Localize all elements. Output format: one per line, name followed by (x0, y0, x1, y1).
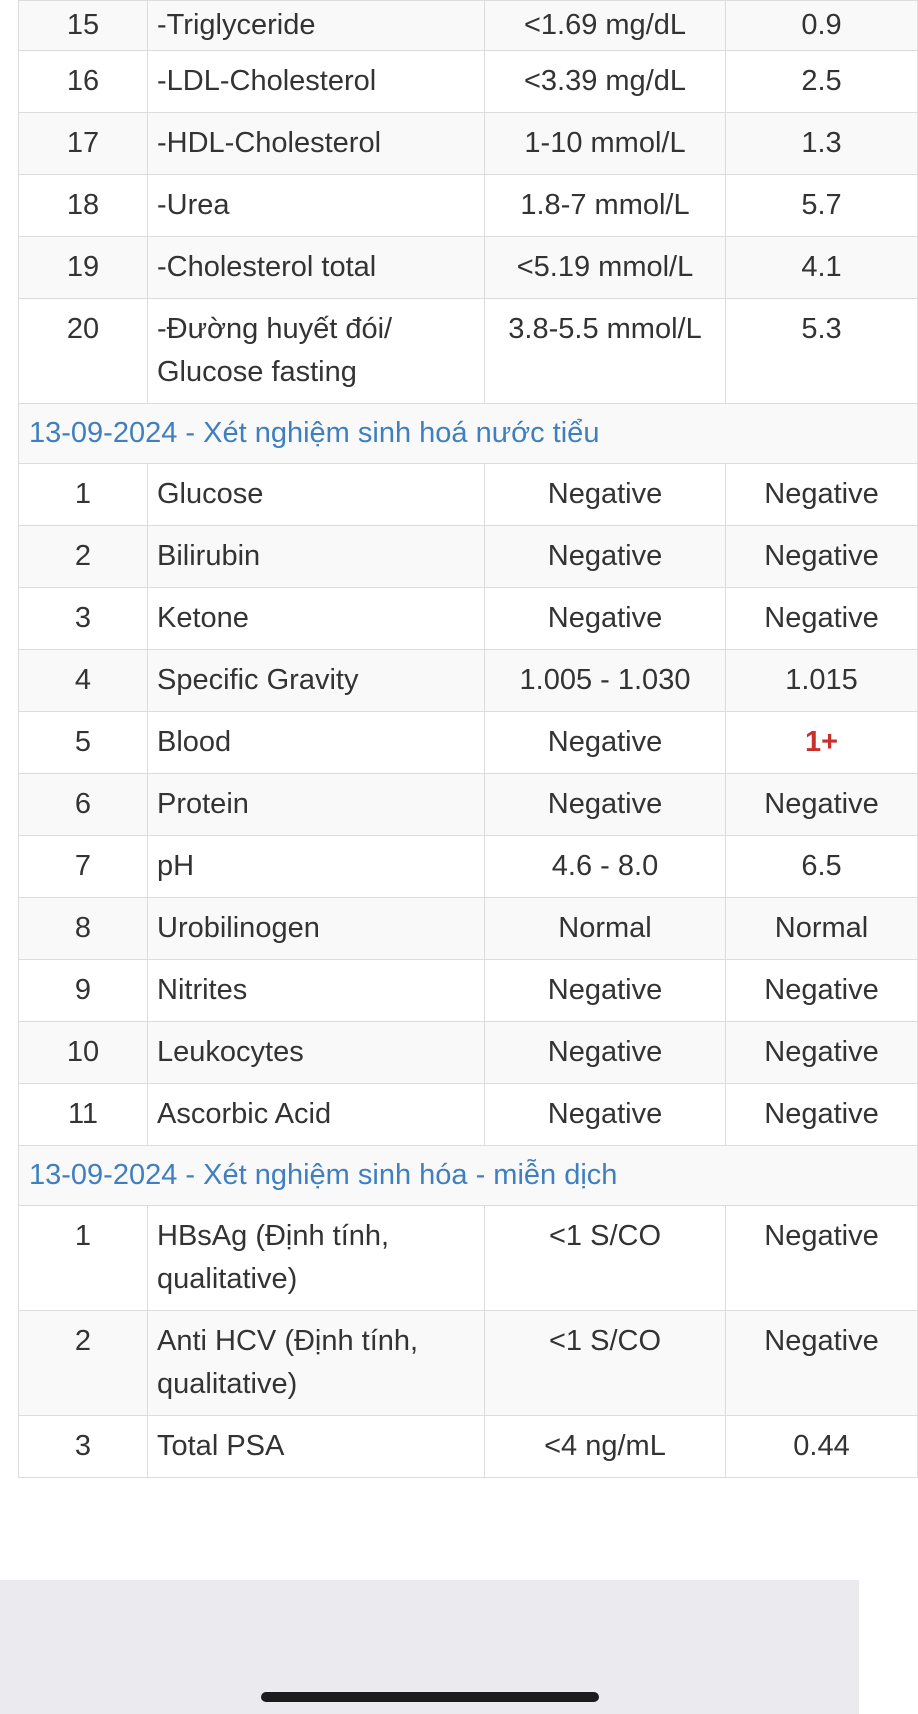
section-header-immuno (19, 1146, 918, 1206)
result-value: 0.44 (726, 1416, 918, 1478)
test-name: pH (148, 836, 485, 898)
result-value: Negative (726, 1084, 918, 1146)
result-value: Negative (726, 774, 918, 836)
row-number: 3 (19, 588, 148, 650)
reference-range: Negative (485, 960, 726, 1022)
row-number: 4 (19, 650, 148, 712)
test-name: -Urea (148, 175, 485, 237)
table-row (19, 774, 918, 836)
table-row (19, 836, 918, 898)
test-name: HBsAg (Định tính, qualitative) (148, 1206, 485, 1311)
test-name: Bilirubin (148, 526, 485, 588)
abnormal-result-value: 1+ (726, 712, 918, 774)
result-value: Negative (726, 1022, 918, 1084)
result-value: Negative (726, 1206, 918, 1311)
section-title: 13-09-2024 - Xét nghiệm sinh hoá nước tiểu (19, 404, 918, 464)
reference-range: Negative (485, 1022, 726, 1084)
reference-range: Negative (485, 712, 726, 774)
row-number: 17 (19, 113, 148, 175)
reference-range: Negative (485, 464, 726, 526)
section-title: 13-09-2024 - Xét nghiệm sinh hóa - miễn dịch (19, 1146, 918, 1206)
table-row (19, 898, 918, 960)
reference-range: Normal (485, 898, 726, 960)
test-name: Glucose (148, 464, 485, 526)
reference-range: Negative (485, 526, 726, 588)
section-header-urine (19, 404, 918, 464)
test-name: Ketone (148, 588, 485, 650)
row-number: 6 (19, 774, 148, 836)
reference-range: Negative (485, 774, 726, 836)
row-number: 8 (19, 898, 148, 960)
row-number: 16 (19, 51, 148, 113)
result-value: Negative (726, 1311, 918, 1416)
test-name: Leukocytes (148, 1022, 485, 1084)
lab-results-table (18, 0, 918, 1478)
test-name: Urobilinogen (148, 898, 485, 960)
test-name: Ascorbic Acid (148, 1084, 485, 1146)
table-row (19, 650, 918, 712)
reference-range: 1.8-7 mmol/L (485, 175, 726, 237)
row-number: 11 (19, 1084, 148, 1146)
test-name: Total PSA (148, 1416, 485, 1478)
result-value: Negative (726, 464, 918, 526)
result-value: 2.5 (726, 51, 918, 113)
table-row (19, 1022, 918, 1084)
table-row (19, 1, 918, 51)
table-row (19, 464, 918, 526)
result-value: 4.1 (726, 237, 918, 299)
reference-range: <5.19 mmol/L (485, 237, 726, 299)
reference-range: <3.39 mg/dL (485, 51, 726, 113)
reference-range: <1 S/CO (485, 1206, 726, 1311)
result-value: 1.3 (726, 113, 918, 175)
test-name: Blood (148, 712, 485, 774)
row-number: 2 (19, 1311, 148, 1416)
test-name: Protein (148, 774, 485, 836)
row-number: 1 (19, 1206, 148, 1311)
table-row (19, 526, 918, 588)
row-number: 18 (19, 175, 148, 237)
table-row (19, 1416, 918, 1478)
reference-range: 1.005 - 1.030 (485, 650, 726, 712)
reference-range: Negative (485, 1084, 726, 1146)
row-number: 9 (19, 960, 148, 1022)
table-row (19, 1206, 918, 1311)
table-row (19, 51, 918, 113)
table-row (19, 588, 918, 650)
table-row (19, 237, 918, 299)
table-row (19, 960, 918, 1022)
row-number: 3 (19, 1416, 148, 1478)
result-value: 0.9 (726, 1, 918, 51)
test-name: Nitrites (148, 960, 485, 1022)
row-number: 10 (19, 1022, 148, 1084)
table-row (19, 1084, 918, 1146)
table-row (19, 1311, 918, 1416)
reference-range: <1 S/CO (485, 1311, 726, 1416)
table-row (19, 299, 918, 404)
row-number: 15 (19, 1, 148, 51)
test-name: -HDL-Cholesterol (148, 113, 485, 175)
result-value: Normal (726, 898, 918, 960)
result-value: Negative (726, 588, 918, 650)
result-value: Negative (726, 526, 918, 588)
result-value: 5.3 (726, 299, 918, 404)
row-number: 2 (19, 526, 148, 588)
reference-range: <1.69 mg/dL (485, 1, 726, 51)
reference-range: 3.8-5.5 mmol/L (485, 299, 726, 404)
row-number: 19 (19, 237, 148, 299)
test-name: -Triglyceride (148, 1, 485, 51)
test-name: Anti HCV (Định tính, qualitative) (148, 1311, 485, 1416)
test-name: Specific Gravity (148, 650, 485, 712)
reference-range: 1-10 mmol/L (485, 113, 726, 175)
row-number: 1 (19, 464, 148, 526)
reference-range: 4.6 - 8.0 (485, 836, 726, 898)
test-name: -LDL-Cholesterol (148, 51, 485, 113)
row-number: 7 (19, 836, 148, 898)
result-value: 6.5 (726, 836, 918, 898)
reference-range: Negative (485, 588, 726, 650)
row-number: 20 (19, 299, 148, 404)
table-row (19, 113, 918, 175)
table-row (19, 712, 918, 774)
result-value: Negative (726, 960, 918, 1022)
test-name: -Đường huyết đói/ Glucose fasting (148, 299, 485, 404)
table-row (19, 175, 918, 237)
home-indicator[interactable] (261, 1692, 599, 1702)
row-number: 5 (19, 712, 148, 774)
reference-range: <4 ng/mL (485, 1416, 726, 1478)
test-name: -Cholesterol total (148, 237, 485, 299)
result-value: 1.015 (726, 650, 918, 712)
result-value: 5.7 (726, 175, 918, 237)
